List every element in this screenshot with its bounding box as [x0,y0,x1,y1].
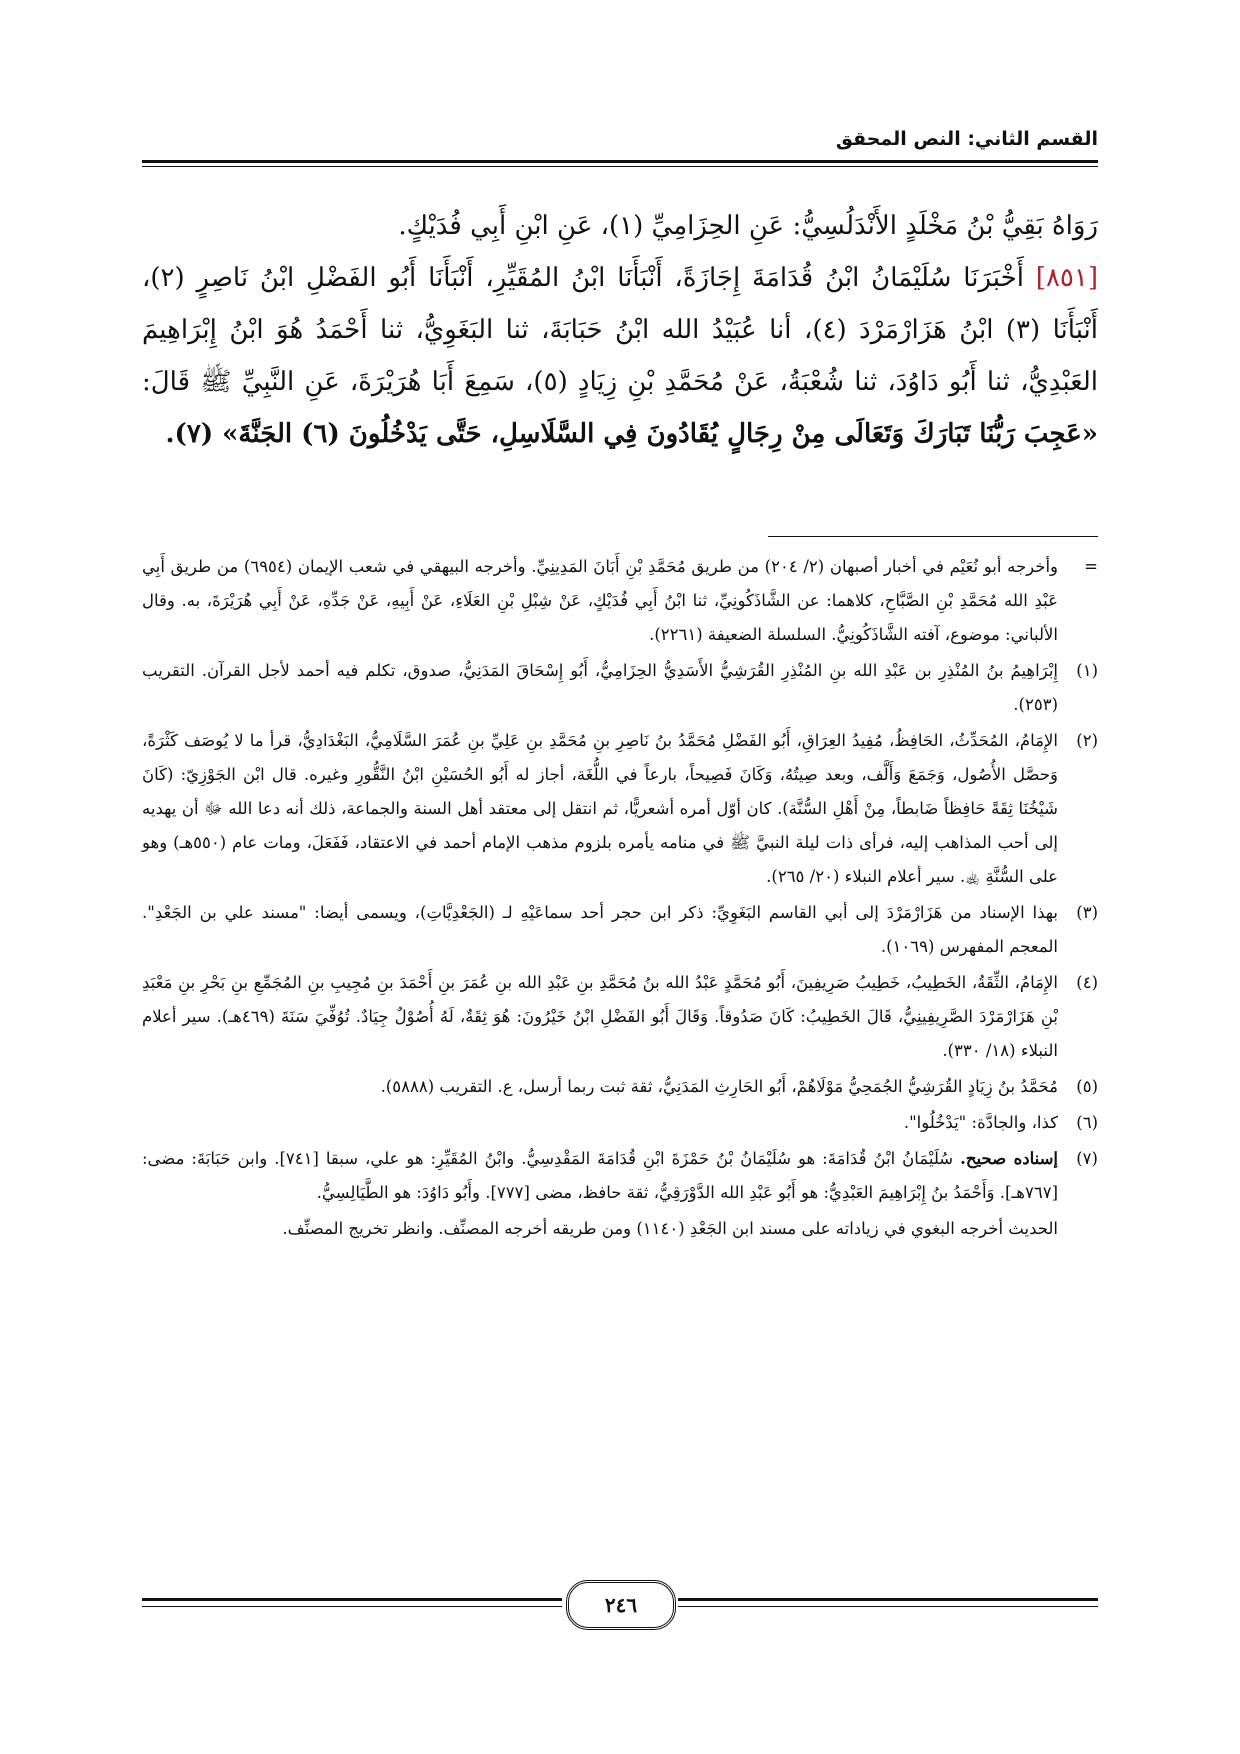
footnote-6: (٦)كذا، والجادَّة: "يَدْخُلُوا". [903,1113,1098,1132]
footnote-closing: الحديث أخرجه البغوي في زياداته على مسند ابن الجَعْدِ (١١٤٠) ومن طريقه أخرجه المصنِّف. وانظر تخريج المصنِّف. [282,1219,1058,1238]
footnote-5: (٥)مُحَمَّدُ بنُ زِيَادٍ القُرَشِيُّ الجُمَحِيُّ مَوْلَاهُمْ، أَبُو الحَارِثِ المَدَنِيُّ، ثقة ثبت ربما أرسل، ع. التقريب (٥٨٨٨). [380,1077,1098,1096]
continuation-mark: = [1084,557,1098,576]
footnote-continuation: =وأخرجه أبو نُعَيْم في أخبار أصبهان (٢/ ٢٠٤) من طريق مُحَمَّدِ بْنِ أَبَانَ المَدِينِيِّ. وأخرجه البيهقي في شعب الإيمان (٦٩٥٤) من طريق أَبِي عَبْدِ الله مُحَمَّدِ بْنِ الصَّبَّاحِ، كلاهما: عن الشَّاذَكُونِيِّ، ثنا ابْنُ أَبِي فُدَيْكٍ، عَنْ شِبْلِ بْنِ العَلَاءِ، عَنْ أَبِيهِ، عَنْ جَدِّهِ، عَنْ أَبِي هُرَيْرَةَ، به. وقال الألباني: موضوع، آفته الشَّاذَكُونِيُّ. السلسلة الضعيفة (٢٢٦١). [142,550,1098,652]
section-title: القسم الثاني: النص المحقق [835,128,1098,150]
footnote-2: (٢)الإِمَامُ، المُحَدِّثُ، الحَافِظُ، مُفِيدُ العِرَاقِ، أَبُو الفَضْلِ مُحَمَّدُ بنُ نَاصِرِ بنِ مُحَمَّدِ بنِ عَلِيِّ بنِ عُمَرَ السَّلَامِيُّ، البَغْدَادِيُّ، قرأ ما لا يُوصَف كَثْرَةً، وَحصَّل الأُصُول، وَجَمَعَ وَأَلَّف، وبعد صِيتُهُ، وَكَانَ فَصِيحاً، بارعاً في اللُّغَة، أجاز له أَبُو الحُسَيْنِ ابْنُ النَّقُّورِ وغيره. قال ابْن الجَوْزِيّ: (كَانَ شَيْخُنَا ثِقَةً حَافِظاً ضَابطاً، مِنْ أَهْلِ السُّنَّة). كان أوّل أمره أشعريًّا، ثم انتقل إلى معتقد أهل السنة والجماعة، ذلك أنه دعا الله ﷻ أن يهديه إلى أحب المذاهب إليه، فرأى ذات ليلة النبيَّ ﷺ في منامه يأمره بلزوم مذهب الإمام أحمد في الاعتقاد، فَفَعَلَ، ومات عام (٥٥٠هـ) وهو على السُّنَّةِ ﵀. سير أعلام النبلاء (٢٠/ ٢٦٥). [142,731,1098,886]
footnotes [142,550,1098,1246]
footnote-4: (٤)الإِمَامُ، الثِّقَةُ، الخَطِيبُ، خَطِيبُ صَرِيفِينَ، أَبُو مُحَمَّدٍ عَبْدُ الله بنُ مُحَمَّدِ بنِ عَبْدِ الله بنِ عُمَرَ بنِ أَحْمَدَ بنِ مُجِيبِ بنِ المُجَمِّعِ بنِ بَحْرِ بنِ مَعْبَدِ بْنِ هَزَارْمَرْدَ الصَّرِيفِينِيُّ، قَالَ الخَطِيبُ: كَانَ صَدُوقاً. وَقَالَ أَبُو الفَضْلِ ابْنُ خَيْرُونَ: هُوَ ثِقَةٌ، لَهُ أُصُوْلٌ جِيَادٌ. تُوُفِّيَ سَنَةَ (٤٦٩هـ). سير أعلام النبلاء (١٨/ ٣٣٠). [142,973,1098,1060]
footnote-1: (١)إِبْرَاهِيمُ بنُ المُنْذِرِ بن عَبْدِ الله بنِ المُنْذِرِ القُرَشِيُّ الأَسَدِيُّ الحِزَامِيُّ، أَبُو إِسْحَاقَ المَدَنِيُّ، صدوق، تكلم فيه أحمد لأجل القرآن. التقريب (٢٥٣). [142,661,1098,714]
hadith-number: [٨٥١] [1035,263,1098,293]
header-rule-thick [142,160,1098,163]
footnote-3: (٣)بهذا الإسناد من هَزَارْمَرْدَ إلى أبي القاسم البَغَوِيِّ: ذكر ابن حجر أحد سماعَيْهِ لـ (الجَعْدِيَّاتِ)، ويسمى أيضا: "مسند علي بن الجَعْدِ". المعجم المفهرس (١٠٦٩). [142,903,1099,956]
footnote-separator [768,536,1098,537]
header-rule-thin [142,166,1098,167]
footer-rule-right-thin [678,1606,1098,1607]
footnote-7-verdict: إسناده صحيح. [960,1149,1058,1168]
hadith-paragraph [142,252,1098,460]
page-number: ٢٤٦ [566,1580,676,1630]
footer-rule-left [142,1598,562,1601]
hadith-chain: أَخْبَرَنَا سُلَيْمَانُ ابْنُ قُدَامَةَ إِجَازَةً، أَنْبَأَنَا ابْنُ المُقَيِّرِ، أَنْبَأَنَا أَبُو الفَضْلِ ابْنُ نَاصِرٍ (٢)، أَنْبَأَنَا (٣) ابْنُ هَزَارْمَرْدَ (٤)، أنا عُبَيْدُ الله ابْنُ حَبَابَةَ، ثنا البَغَوِيُّ، ثنا أَحْمَدُ هُوَ ابْنُ إِبْرَاهِيمَ العَبْدِيُّ، ثنا أَبُو دَاوُدَ، ثنا شُعْبَةُ، عَنْ مُحَمَّدِ بْنِ زِيَادٍ (٥)، سَمِعَ أَبَا هُرَيْرَةَ، عَنِ النَّبِيِّ ﷺ قَالَ: [142,263,1098,397]
footer-rule-right [678,1598,1098,1601]
narration-line: رَوَاهُ بَقِيُّ بْنُ مَخْلَدٍ الأَنْدَلُسِيُّ: عَنِ الحِزَامِيِّ (١)، عَنِ ابْنِ أَبِي فُدَيْكٍ. [398,211,1098,241]
main-text [142,200,1098,460]
footer-rule-left-thin [142,1606,562,1607]
hadith-quote: «عَجِبَ رَبُّنَا تَبَارَكَ وَتَعَالَى مِنْ رِجَالٍ يُقَادُونَ فِي السَّلَاسِلِ، حَتَّى يَدْخُلُونَ (٦) الجَنَّةَ» (٧). [165,419,1098,449]
footnote-7: (٧)إسناده صحيح. سُلَيْمَانُ ابْنُ قُدَامَةَ: هو سُلَيْمَانُ بْنُ حَمْزَةَ ابْنِ قُدَامَةَ المَقْدِسِيُّ. وابْنُ المُقَيِّرِ: هو علي، سبقا [٧٤١]. وابن حَبَابَةَ: مضى: [٧٦٧هـ]. وَأَحْمَدُ بنُ إِبْرَاهِيمَ العَبْدِيُّ: هو أَبُو عَبْدِ الله الدَّوْرَقِيُّ، ثقة حافظ، مضى [٧٧٧]. وأَبُو دَاوُدَ: هو الطَّيَالِسِيُّ. [142,1149,1098,1202]
